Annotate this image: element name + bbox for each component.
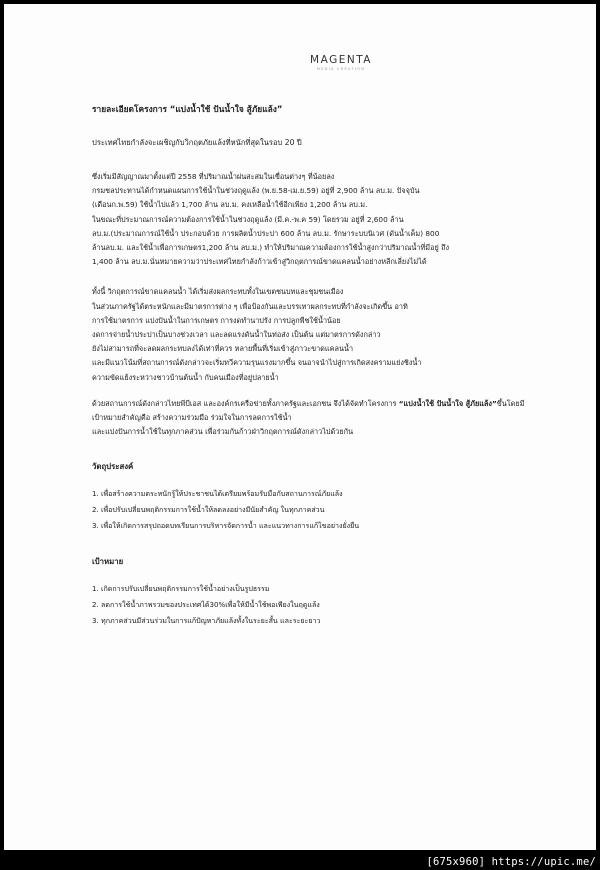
goal-item: 3. ทุกภาคส่วนมีส่วนร่วมในการแก้ปัญหาภัยแล้งทั้งในระยะสั้น และระยะยาว xyxy=(92,616,321,626)
document-title: รายละเอียดโครงการ “แบ่งน้ำใช้ ปันน้ำใจ สู้ภัยแล้ง” xyxy=(92,104,283,114)
paragraph-1: ซึ่งเริ่มมีสัญญาณมาตั้งแต่ปี 2558 ที่ปริมาณน้ำฝนสะสมในเขื่อนต่างๆ ที่น้อยลง กรมชลประทานได้กำหนดแผนการใช้น้ำในช่วงฤดูแล้ง (พ.ย.58-เม.ย.59) อยู่ที่ 2,900 ล้าน ลบ.ม. ปัจจุบัน (เดือนก.พ.59) ใช้น้ำไปแล้ว 1,700 ล้าน ลบ.ม. คงเหลือน้ำใช้อีกเพียง 1,200 ล้าน ลบ.ม. ในขณะที่ประมาณการณ์ความต้องการใช้น้ำในช่วงฤดูแล้ง (มี.ค.-พ.ค 59) โดยรวม อยู่ที่ 2,600 ล้าน ลบ.ม.(ประมาณการณ์ใช้น้ำ ประกอบด้วย การผลิตน้ำประปา 600 ล้าน ลบ.ม. รักษาระบบนิเวศ (ดันน้ำเค็ม) 800 ล้านลบ.ม. และใช้น้ำเพื่อการเกษตร1,200 ล้าน ลบ.ม.) ทำให้ปริมาณความต้องการใช้น้ำสูงกว่าปริมาณน้ำที่มีอยู่ ถึง 1,400 ล้าน ลบ.ม.นั่นหมายความว่าประเทศไทยกำลังก้าวเข้าสู่วิกฤตการณ์ขาดแคลนน้ำอย่างหลีกเลี่ยงไม่ได้ xyxy=(92,172,450,267)
goals-heading: เป้าหมาย xyxy=(92,557,124,567)
objectives-heading: วัตถุประสงค์ xyxy=(92,462,134,472)
goals-list xyxy=(92,581,532,629)
objective-item: 1. เพื่อสร้างความตระหนักรู้ให้ประชาชนได้เตรียมพร้อมรับมือกับสถานการณ์ภัยแล้ง xyxy=(92,489,343,499)
logo-wordmark: MAGENTA xyxy=(310,54,372,66)
objectives-list xyxy=(92,486,532,534)
paragraph-3 xyxy=(92,397,532,440)
objective-item: 3. เพื่อให้เกิดการสรุปถอดบทเรียนการบริหารจัดการน้ำ และแนวทางการแก้ไขอย่างยั่งยืน xyxy=(92,521,360,531)
logo-subtitle: MEDIA CREATION xyxy=(316,67,366,71)
image-host-watermark: [675x960] https://upic.me/ xyxy=(426,856,596,868)
objective-item: 2. เพื่อปรับเปลี่ยนพฤติกรรมการใช้น้ำให้ลดลงอย่างมีนัยสำคัญ ในทุกภาคส่วน xyxy=(92,505,325,515)
goal-item: 1. เกิดการปรับเปลี่ยนพฤติกรรมการใช้น้ำอย่างเป็นรูปธรรม xyxy=(92,584,270,594)
document-content xyxy=(92,104,532,629)
project-name-bold: “แบ่งน้ำใช้ ปันน้ำใจ สู้ภัยแล้ง” xyxy=(398,398,497,408)
goal-item: 2. ลดการใช้น้ำภาพรวมของประเทศได้30%เพื่อให้มีน้ำใช้พอเพียงในฤดูแล้ง xyxy=(92,600,320,610)
paragraph-2: ทั้งนี้ วิกฤตการณ์ขาดแคลนน้ำ ได้เริ่มส่งผลกระทบทั้งในเขตชนบทและชุมชนเมือง ในส่วนภาครัฐได้ตระหนักและมีมาตรการต่าง ๆ เพื่อป้องกันและบรรเทาผลกระทบที่กำลังจะเกิดขึ้น อาทิ การใช้มาตรการ แบ่งปันน้ำในการเกษตร การงดทำนาปรัง การปลูกพืชใช้น้ำน้อย งดการจ่ายน้ำประปาเป็นบางช่วงเวลา และลดแรงดันน้ำในท่อส่ง เป็นต้น แต่มาตรการดังกล่าว ยังไม่สามารถที่จะลดผลกระทบลงได้เท่าที่ควร หลายพื้นที่เริ่มเข้าสู่ภาวะขาดแคลนน้ำ และมีแนวโน้มที่สถานการณ์ดังกล่าวจะเริ่มทวีความรุนแรงมากขึ้น จนอาจนำไปสู่การเกิดสงครามแย่งชิงน้ำ ความขัดแย้งระหว่างชาวบ้านต้นน้ำ กับคนเมืองที่อยู่ปลายน้ำ xyxy=(92,287,422,382)
paragraph-3-text-a: ด้วยสถานการณ์ดังกล่าวไทยพีบีเอส และองค์กรเครือข่ายทั้งภาครัฐและเอกชน จึงได้จัดทำโครงการ xyxy=(92,398,399,408)
magenta-logo xyxy=(296,54,386,71)
paragraph-3-text-b: ขึ้นโดยมีเป้าหมายสำคัญคือ สร้างความร่วมมือ ร่วมใจในการลดการใช้น้ำ และแบ่งปันการน้ำใช้ในทุกภาคส่วน เพื่อร่วมกันก้าวฝ่าวิกฤตการณ์ดังกล่าวไปด้วยกัน xyxy=(92,398,525,437)
document-page xyxy=(4,4,596,850)
intro-line: ประเทศไทยกำลังจะเผชิญกับวิกฤตภัยแล้งที่หนักที่สุดในรอบ 20 ปี xyxy=(92,138,302,147)
